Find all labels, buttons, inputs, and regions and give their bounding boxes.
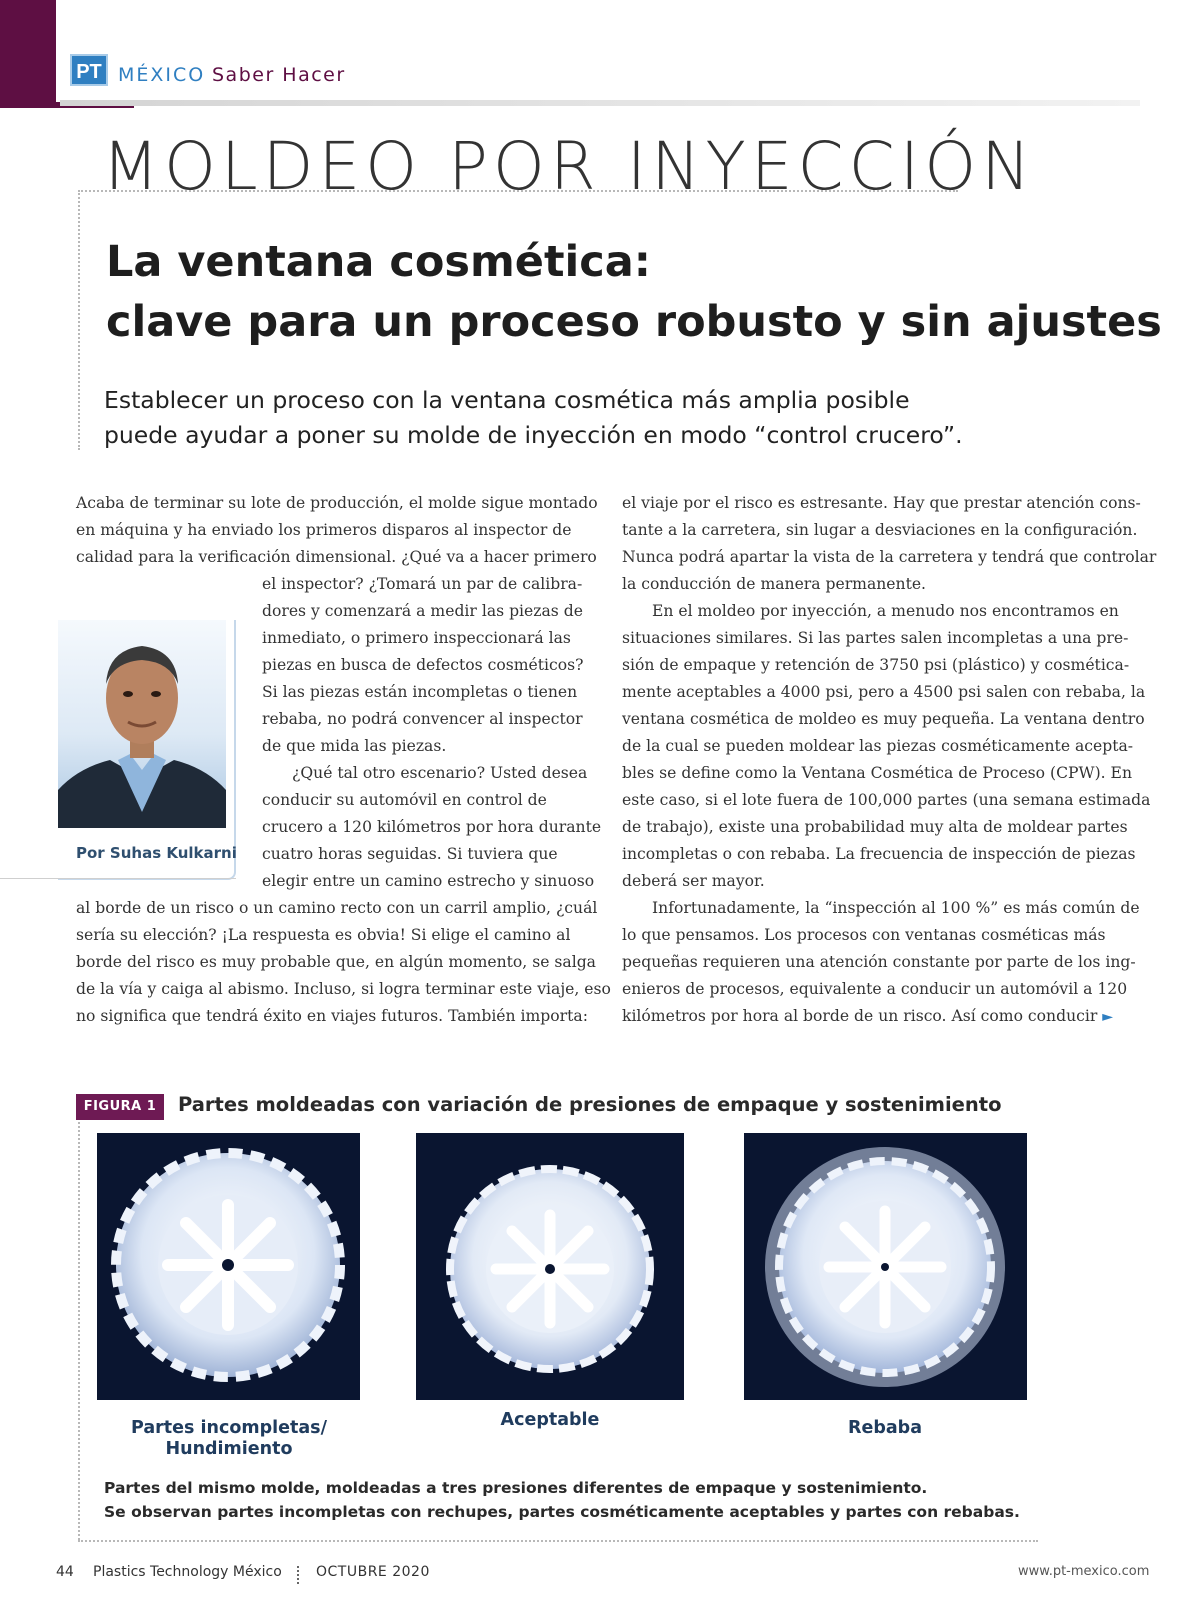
headline (106, 232, 1162, 352)
standfirst-line-2: puede ayudar a poner su molde de inyección en modo “control crucero”. (104, 421, 963, 449)
footer-issue: OCTUBRE 2020 (316, 1564, 430, 1580)
body-line: borde del risco es muy probable que, en algún momento, se salga (76, 953, 596, 971)
figure-tag: FIGURA 1 (76, 1094, 164, 1120)
body-line: tante a la carretera, sin lugar a desviaciones en la configuración. (622, 521, 1138, 539)
body-line: ventana cosmética de moldeo es muy pequeña. La ventana dentro (622, 710, 1145, 728)
footer-page-number: 44 (56, 1564, 74, 1580)
pt-logo: PT (70, 54, 108, 86)
title-dotted-vrule (78, 190, 80, 450)
body-line: conducir su automóvil en control de (262, 791, 547, 809)
figure-caption-line-2: Se observan partes incompletas con rechupes, partes cosméticamente aceptables y partes con rebabas. (104, 1503, 1020, 1521)
body-line: de la cual se pueden moldear las piezas cosméticamente acepta- (622, 737, 1134, 755)
header-country: MÉXICO (118, 64, 206, 86)
body-line-text: kilómetros por hora al borde de un risco. Así como conducir (622, 1007, 1098, 1025)
photo-incomplete-part (97, 1133, 360, 1400)
body-line: inmediato, o primero inspeccionará las (262, 629, 571, 647)
figure-title: Partes moldeadas con variación de presiones de empaque y sostenimiento (178, 1093, 1002, 1116)
body-line: Nunca podrá apartar la vista de la carretera y tendrá que controlar (622, 548, 1157, 566)
body-line: la conducción de manera permanente. (622, 575, 927, 593)
figure-label-incomplete-line-1: Partes incompletas/ (130, 1418, 327, 1438)
body-line: crucero a 120 kilómetros por hora durante (262, 818, 602, 836)
body-line: incompletas o con rebaba. La frecuencia de inspección de piezas (622, 845, 1136, 863)
body-line: de la vía y caiga al abismo. Incluso, si logra terminar este viaje, eso (76, 980, 611, 998)
header-rule (60, 100, 1140, 106)
body-line: ¿Qué tal otro escenario? Usted desea (292, 764, 588, 782)
body-line: no significa que tendrá éxito en viajes futuros. También importa: (76, 1007, 588, 1025)
body-line: enieros de procesos, equivalente a conducir un automóvil a 120 (622, 980, 1128, 998)
body-line: pequeñas requieren una atención constante por parte de los ing- (622, 953, 1136, 971)
photo-flash-part (744, 1133, 1027, 1400)
author-rule (0, 878, 236, 879)
author-photo (58, 620, 226, 828)
figure-label-incomplete (120, 1418, 338, 1460)
body-line: de que mida las piezas. (262, 737, 447, 755)
body-line: de trabajo), existe una probabilidad muy alta de moldear partes (622, 818, 1128, 836)
standfirst-line-1: Establecer un proceso con la ventana cosmética más amplia posible (104, 386, 910, 414)
continue-arrow-icon: ► (1102, 1009, 1114, 1025)
section-title: MOLDEO POR INYECCIÓN (102, 128, 1036, 205)
header-accent-bar (0, 0, 56, 108)
body-line: piezas en busca de defectos cosméticos? (262, 656, 584, 674)
footer-separator (297, 1566, 299, 1584)
body-line: Si las piezas están incompletas o tienen (262, 683, 578, 701)
body-line: Acaba de terminar su lote de producción, el molde sigue montado (76, 494, 598, 512)
figure-dotted-vrule (78, 1122, 80, 1540)
body-line: el inspector? ¿Tomará un par de calibra- (262, 575, 583, 593)
body-line: este caso, si el lote fuera de 100,000 partes (una semana estimada (622, 791, 1151, 809)
figure-label-acceptable: Aceptable (500, 1410, 600, 1430)
figure-label-incomplete-line-2: Hundimiento (165, 1439, 293, 1459)
footer-website[interactable]: www.pt-mexico.com (1018, 1564, 1150, 1579)
figure-label-flash: Rebaba (847, 1418, 923, 1438)
figure-caption (104, 1476, 1020, 1524)
body-line: deberá ser mayor. (622, 872, 765, 890)
body-line: el viaje por el risco es estresante. Hay que prestar atención cons- (622, 494, 1141, 512)
body-line: rebaba, no podrá convencer al inspector (262, 710, 583, 728)
body-line: sería su elección? ¡La respuesta es obvia! Si elige el camino al (76, 926, 571, 944)
body-line-last (622, 1002, 1113, 1030)
body-line: elegir entre un camino estrecho y sinuoso (262, 872, 595, 890)
body-line: En el moldeo por inyección, a menudo nos encontramos en (652, 602, 1119, 620)
body-line: bles se define como la Ventana Cosmética de Proceso (CPW). En (622, 764, 1132, 782)
photo-acceptable-part (416, 1133, 684, 1400)
figure-dotted-brule (78, 1540, 1038, 1542)
author-byline: Por Suhas Kulkarni (76, 844, 237, 862)
body-line: sión de empaque y retención de 3750 psi (plástico) y cosmética- (622, 656, 1130, 674)
title-dotted-rule (78, 190, 958, 192)
standfirst (104, 383, 1104, 453)
headline-line-2: clave para un proceso robusto y sin ajustes (106, 297, 1162, 347)
headline-line-1: La ventana cosmética: (106, 237, 651, 287)
body-line: situaciones similares. Si las partes salen incompletas a una pre- (622, 629, 1129, 647)
body-line: cuatro horas seguidas. Si tuviera que (262, 845, 558, 863)
body-line: al borde de un risco o un camino recto con un carril amplio, ¿cuál (76, 899, 598, 917)
body-line: Infortunadamente, la “inspección al 100 %” es más común de (652, 899, 1140, 917)
body-line: calidad para la verificación dimensional. ¿Qué va a hacer primero (76, 548, 597, 566)
body-line: mente aceptables a 4000 psi, pero a 4500 psi salen con rebaba, la (622, 683, 1146, 701)
figure-caption-line-1: Partes del mismo molde, moldeadas a tres presiones diferentes de empaque y sostenimiento. (104, 1479, 928, 1497)
header-section: Saber Hacer (212, 64, 346, 86)
body-line: en máquina y ha enviado los primeros disparos al inspector de (76, 521, 572, 539)
footer-publication: Plastics Technology México (93, 1564, 282, 1580)
body-line: lo que pensamos. Los procesos con ventanas cosméticas más (622, 926, 1106, 944)
body-line: dores y comenzará a medir las piezas de (262, 602, 583, 620)
